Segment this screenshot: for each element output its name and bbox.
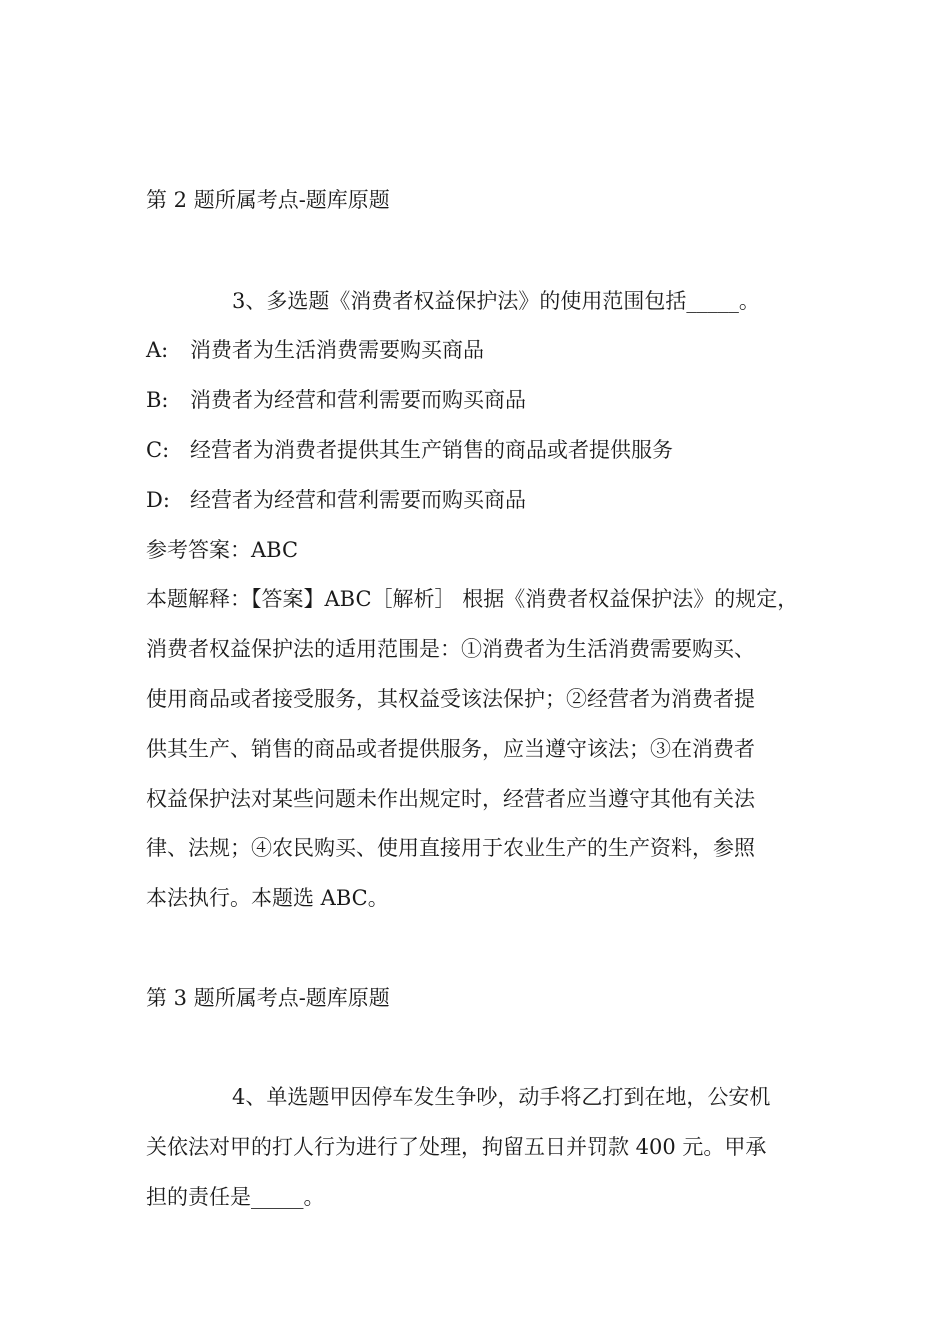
reference-answer: 参考答案：ABC bbox=[146, 538, 299, 562]
section-heading: 第 2 题所属考点-题库原题 bbox=[146, 188, 390, 212]
option-c bbox=[146, 436, 673, 464]
option-letter: B: bbox=[146, 388, 169, 412]
question-stem-line: 关依法对甲的打人行为进行了处理，拘留五日并罚款 400 元。甲承 bbox=[146, 1135, 767, 1159]
option-letter: D: bbox=[146, 488, 170, 512]
explanation-line: 本法执行。本题选 ABC。 bbox=[146, 886, 389, 910]
option-a bbox=[146, 336, 484, 364]
question-stem-line: 4、单选题甲因停车发生争吵，动手将乙打到在地，公安机 bbox=[232, 1085, 771, 1109]
explanation-line: 本题解释：【答案】ABC［解析］ 根据《消费者权益保护法》的规定， bbox=[146, 587, 799, 611]
option-text: 经营者为消费者提供其生产销售的商品或者提供服务 bbox=[190, 438, 673, 462]
explanation-line: 供其生产、销售的商品或者提供服务，应当遵守该法；③在消费者 bbox=[146, 737, 755, 761]
option-b bbox=[146, 386, 526, 414]
explanation-line: 律、法规；④农民购买、使用直接用于农业生产的生产资料，参照 bbox=[146, 836, 755, 860]
explanation-line: 使用商品或者接受服务，其权益受该法保护；②经营者为消费者提 bbox=[146, 687, 755, 711]
option-text: 消费者为生活消费需要购买商品 bbox=[190, 338, 484, 362]
option-text: 经营者为经营和营利需要而购买商品 bbox=[190, 488, 526, 512]
question-stem: 3、多选题《消费者权益保护法》的使用范围包括_____。 bbox=[232, 289, 760, 313]
option-d bbox=[146, 486, 526, 514]
option-letter: A: bbox=[146, 338, 169, 362]
option-text: 消费者为经营和营利需要而购买商品 bbox=[190, 388, 526, 412]
explanation-line: 消费者权益保护法的适用范围是：①消费者为生活消费需要购买、 bbox=[146, 637, 755, 661]
explanation-line: 权益保护法对某些问题未作出规定时，经营者应当遵守其他有关法 bbox=[146, 787, 755, 811]
option-letter: C: bbox=[146, 438, 170, 462]
section-heading: 第 3 题所属考点-题库原题 bbox=[146, 986, 390, 1010]
question-stem-line: 担的责任是_____。 bbox=[146, 1185, 325, 1209]
